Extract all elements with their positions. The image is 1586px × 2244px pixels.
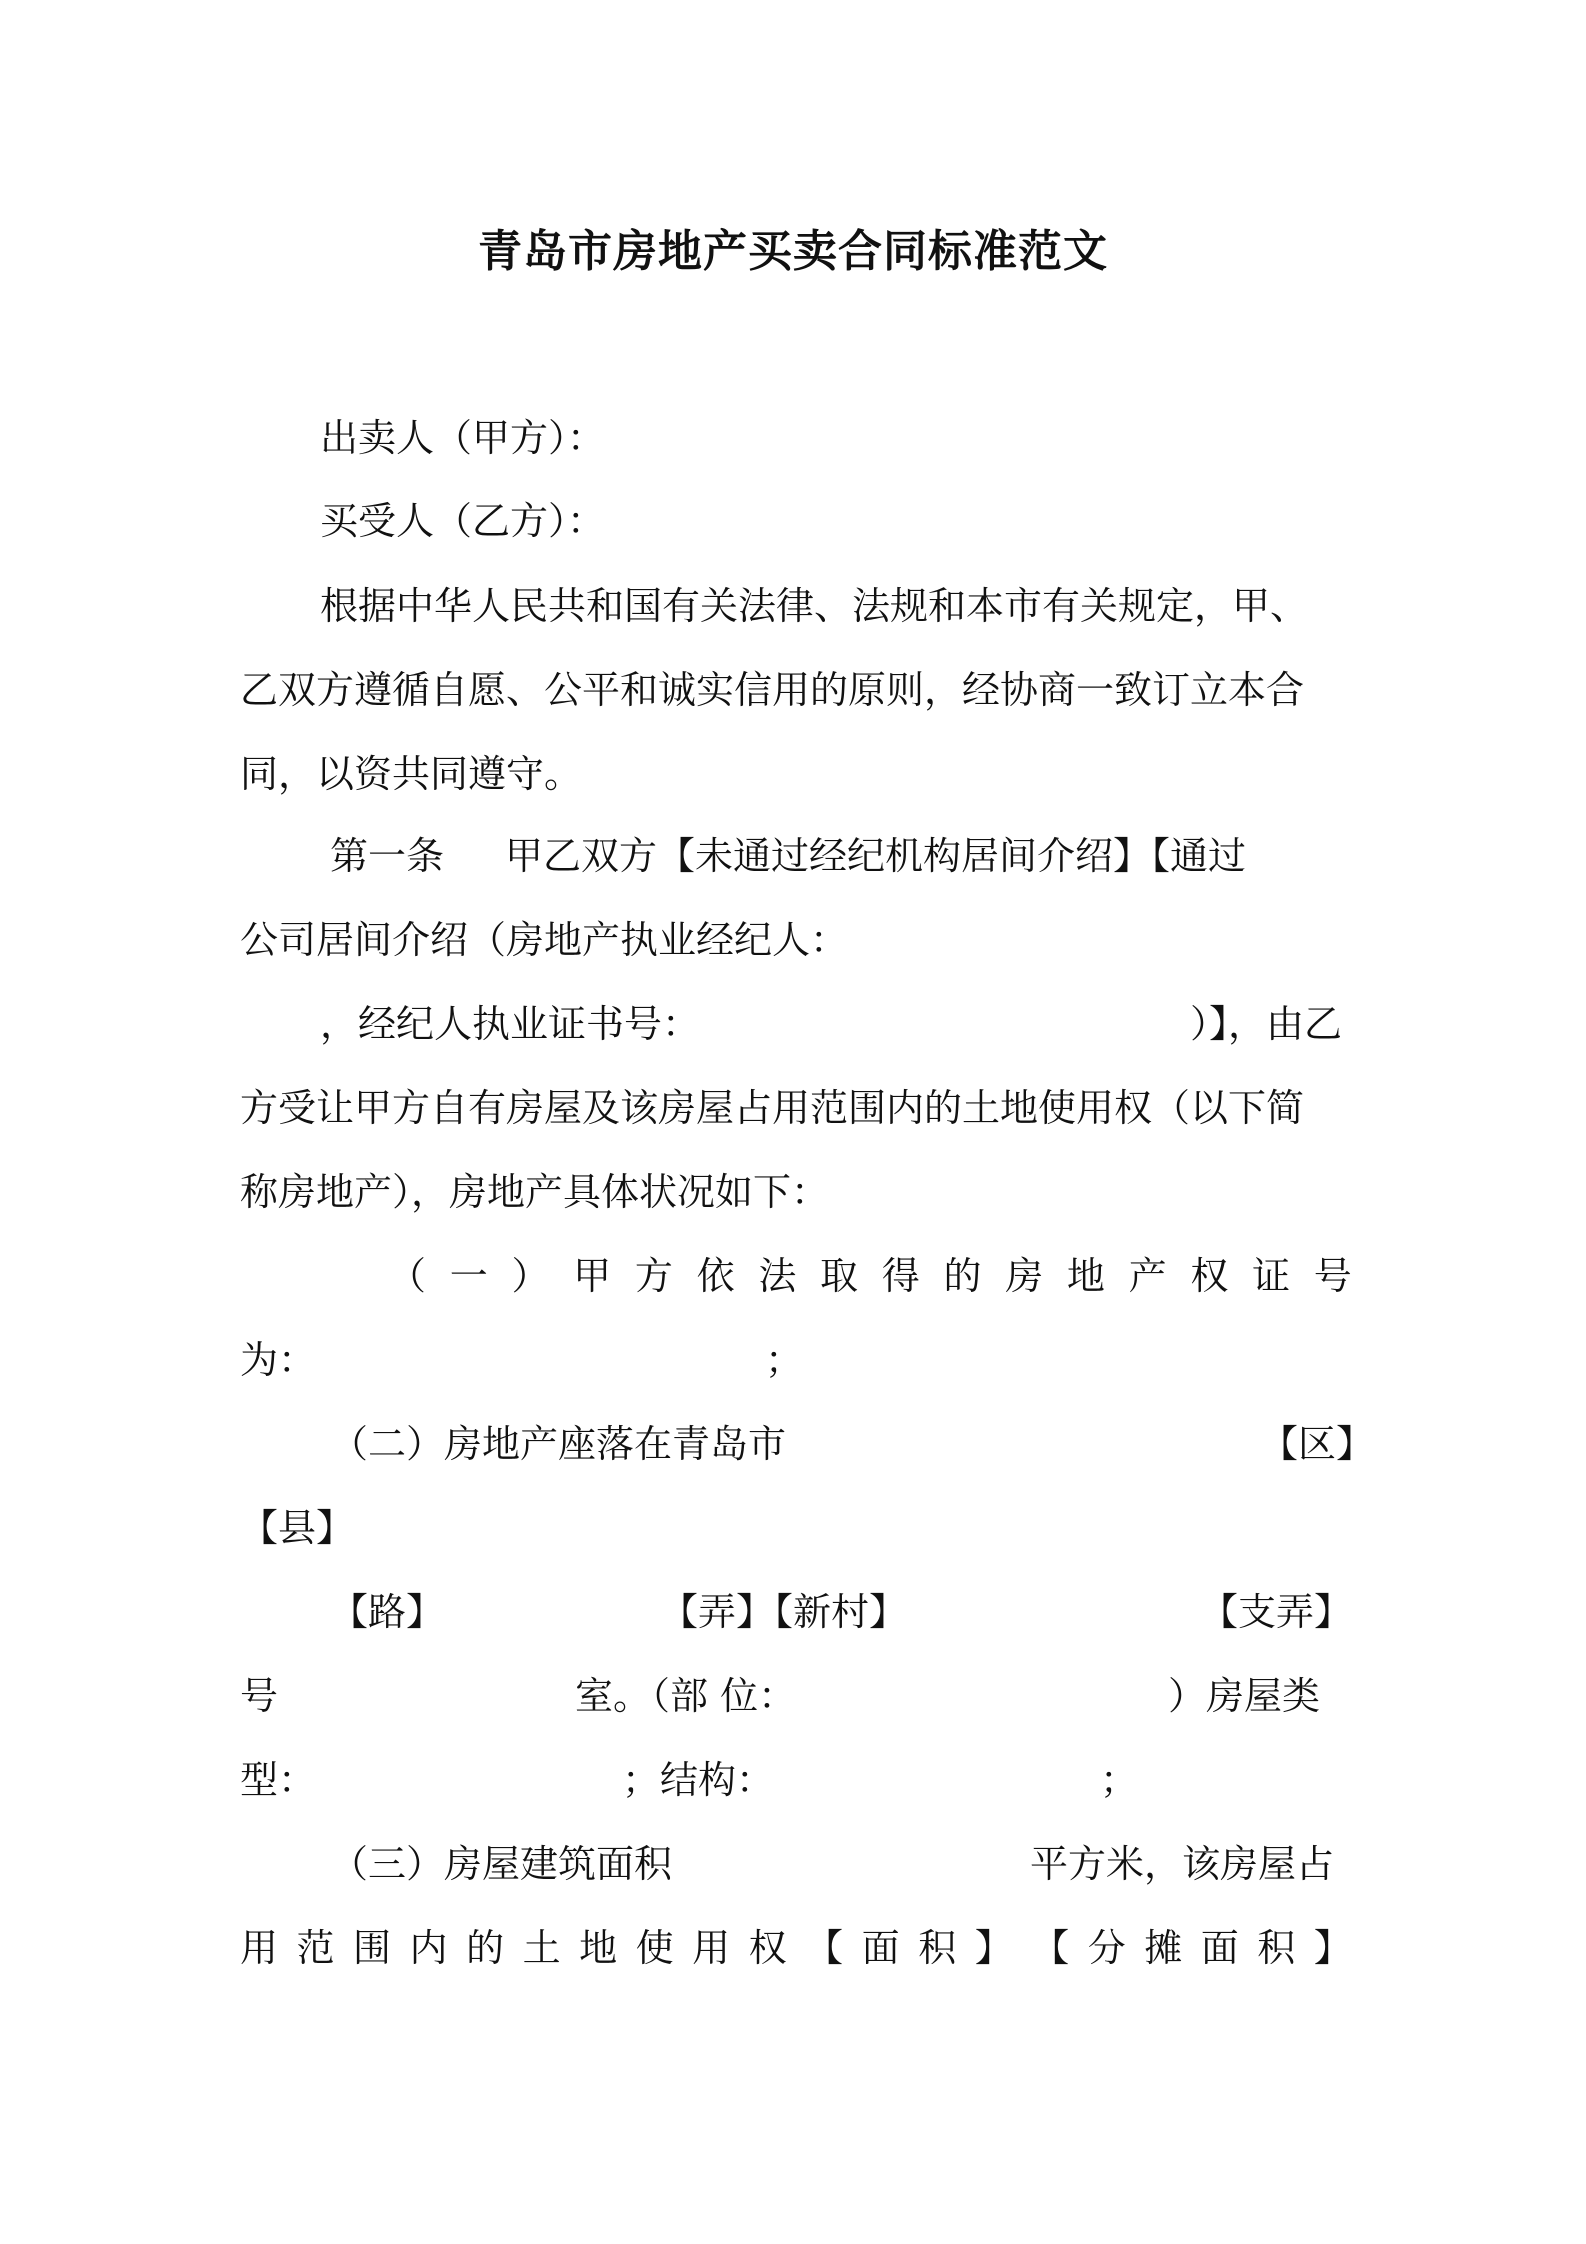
item-1-line-2b: ； xyxy=(765,1338,804,1382)
spaced-char: 分 xyxy=(1087,1926,1126,1970)
item-2-line-5a: 型： xyxy=(240,1758,317,1802)
article-1-line-4: 方受让甲方自有房屋及该房屋占用范围内的土地使用权（以下简 xyxy=(240,1086,1305,1130)
spaced-char: 摊 xyxy=(1144,1926,1183,1970)
intro-line-1: 根据中华人民共和国有关法律、法规和本市有关规定，甲、 xyxy=(320,584,1309,628)
item-2-line-2: 【县】 xyxy=(240,1506,355,1550)
spaced-char: 房 xyxy=(1005,1254,1044,1298)
seller-line: 出卖人（甲方）： xyxy=(320,416,606,460)
spaced-char: 方 xyxy=(634,1254,673,1298)
spaced-char: 得 xyxy=(881,1254,920,1298)
spaced-char: 】 xyxy=(1313,1926,1352,1970)
spaced-char: 范 xyxy=(296,1926,335,1970)
spaced-char: 号 xyxy=(1313,1254,1352,1298)
article-1-label: 第一条 xyxy=(330,834,445,878)
buyer-line: 买受人（乙方）： xyxy=(320,499,606,543)
spaced-char: 的 xyxy=(466,1926,505,1970)
spaced-char: 的 xyxy=(943,1254,982,1298)
spaced-char: 使 xyxy=(635,1926,674,1970)
item-3-line-1a: （三）房屋建筑面积 xyxy=(330,1842,673,1886)
spaced-char: （ xyxy=(388,1254,427,1298)
spaced-char: 产 xyxy=(1128,1254,1167,1298)
spaced-char: 甲 xyxy=(573,1254,612,1298)
spaced-char: 证 xyxy=(1252,1254,1291,1298)
item-3-line-1b: 平方米，该房屋占 xyxy=(1030,1842,1335,1886)
spaced-char: 内 xyxy=(409,1926,448,1970)
spaced-char: 积 xyxy=(1257,1926,1296,1970)
spaced-char: 一 xyxy=(449,1254,488,1298)
spaced-char: 面 xyxy=(1200,1926,1239,1970)
item-2-line-1a: （二）房地产座落在青岛市 xyxy=(330,1422,787,1466)
spaced-char: 积 xyxy=(918,1926,957,1970)
spaced-char: 围 xyxy=(353,1926,392,1970)
spaced-char: 用 xyxy=(692,1926,731,1970)
item-2-line-5b: ；结构： xyxy=(622,1758,775,1802)
item-2-line-4a: 号 xyxy=(240,1674,279,1718)
item-2-line-1b: 【区】 xyxy=(1260,1422,1375,1466)
article-1-line-3b: ）】，由乙 xyxy=(1190,1002,1343,1046)
spaced-char: 依 xyxy=(696,1254,735,1298)
item-1-line-2a: 为： xyxy=(240,1338,317,1382)
item-2-line-3c: 【支弄】 xyxy=(1200,1590,1353,1634)
spaced-char: 取 xyxy=(820,1254,859,1298)
spaced-char: 法 xyxy=(758,1254,797,1298)
spaced-char: 】 xyxy=(974,1926,1013,1970)
spaced-char: 权 xyxy=(748,1926,787,1970)
article-1-line-5: 称房地产），房地产具体状况如下： xyxy=(240,1170,830,1214)
spaced-char: 【 xyxy=(1031,1926,1070,1970)
spaced-char: 用 xyxy=(240,1926,279,1970)
article-1-line-1: 甲乙双方【未通过经纪机构居间介绍】【通过 xyxy=(505,834,1247,878)
item-2-line-4c: ）房屋类 xyxy=(1168,1674,1321,1718)
item-3-line-2 xyxy=(240,1922,1352,1974)
item-1-line-1 xyxy=(388,1250,1352,1302)
spaced-char: 面 xyxy=(861,1926,900,1970)
spaced-char: 地 xyxy=(1066,1254,1105,1298)
item-2-line-3a: 【路】 xyxy=(330,1590,445,1634)
intro-line-2: 乙双方遵循自愿、公平和诚实信用的原则，经协商一致订立本合 xyxy=(240,668,1305,712)
intro-line-3: 同，以资共同遵守。 xyxy=(240,752,583,796)
spaced-char: 地 xyxy=(579,1926,618,1970)
article-1-line-3a: ，经纪人执业证书号： xyxy=(320,1002,701,1046)
spaced-char: 权 xyxy=(1190,1254,1229,1298)
item-2-line-5c: ； xyxy=(1100,1758,1139,1802)
item-2-line-4b: 室。（部 位： xyxy=(575,1674,797,1718)
spaced-char: 土 xyxy=(522,1926,561,1970)
document-title: 青岛市房地产买卖合同标准范文 xyxy=(478,226,1108,277)
item-2-line-3b: 【弄】【新村】 xyxy=(660,1590,908,1634)
article-1-line-2: 公司居间介绍（房地产执业经纪人： xyxy=(240,918,849,962)
spaced-char: 【 xyxy=(805,1926,844,1970)
spaced-char: ） xyxy=(511,1254,550,1298)
